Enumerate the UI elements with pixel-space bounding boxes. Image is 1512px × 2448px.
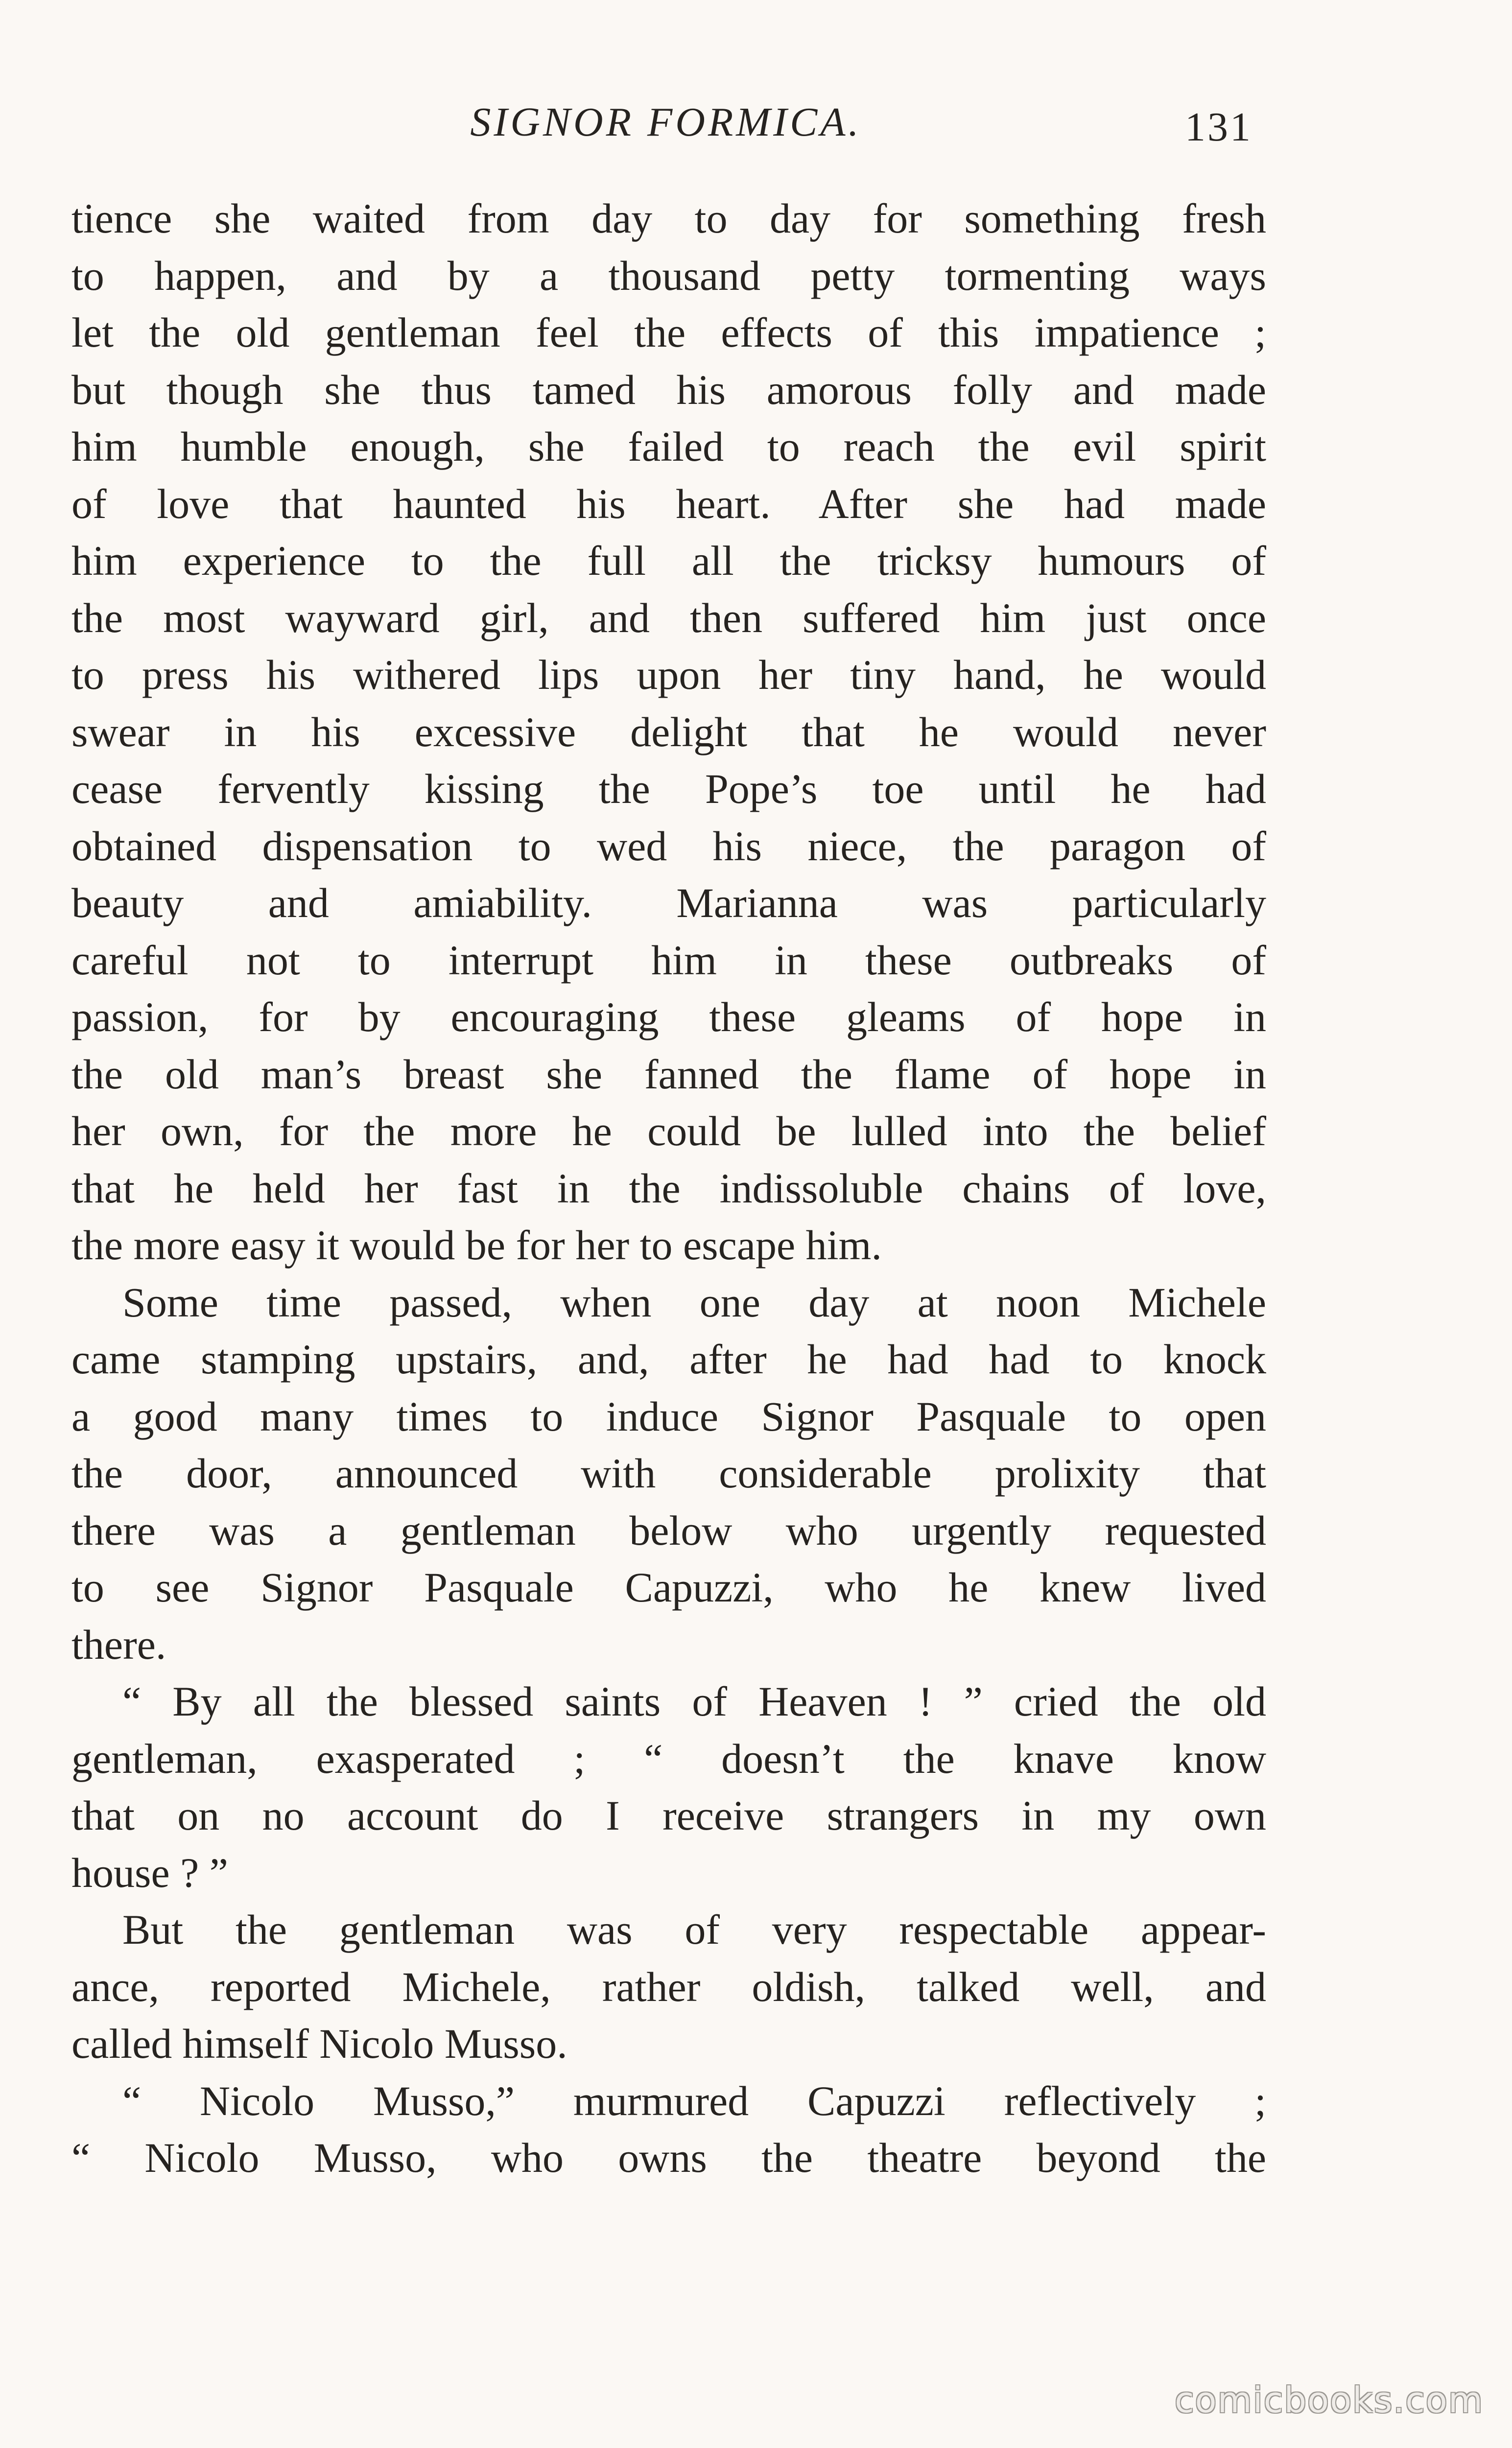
running-title: SIGNOR FORMICA. xyxy=(470,99,862,145)
text-line: to happen, and by a thousand petty tormenting ways xyxy=(71,252,1266,299)
text-line: that on no account do I receive strangers in my own xyxy=(71,1792,1266,1839)
text-line: of love that haunted his heart. After she had made xyxy=(71,480,1266,527)
text-line: the more easy it would be for her to escape him. xyxy=(71,1222,882,1269)
text-line: called himself Nicolo Musso. xyxy=(71,2020,567,2067)
text-line: ance, reported Michele, rather oldish, talked well, and xyxy=(71,1963,1266,2010)
text-line: gentleman, exasperated ; “ doesn’t the knave know xyxy=(71,1735,1266,1782)
text-line: there was a gentleman below who urgently requested xyxy=(71,1506,1266,1554)
text-line: cease fervently kissing the Pope’s toe until he had xyxy=(71,765,1266,812)
text-line: careful not to interrupt him in these outbreaks of xyxy=(71,936,1266,984)
text-line: there. xyxy=(71,1621,166,1668)
body-text xyxy=(71,190,1266,2187)
text-line: “ Nicolo Musso, who owns the theatre beyond the xyxy=(71,2134,1266,2181)
text-line: the door, announced with considerable prolixity that xyxy=(71,1450,1266,1497)
text-line: her own, for the more he could be lulled into the belief xyxy=(71,1107,1266,1154)
text-line: to see Signor Pasquale Capuzzi, who he knew lived xyxy=(71,1564,1266,1611)
text-line: a good many times to induce Signor Pasquale to open xyxy=(71,1392,1266,1440)
text-line: but though she thus tamed his amorous folly and made xyxy=(71,366,1266,413)
text-line: let the old gentleman feel the effects of this impatience ; xyxy=(71,309,1266,356)
text-line: came stamping upstairs, and, after he had had to knock xyxy=(71,1336,1266,1383)
text-line: But the gentleman was of very respectable appear- xyxy=(122,1906,1266,1953)
text-line: tience she waited from day to day for something fresh xyxy=(71,195,1266,242)
text-line: “ By all the blessed saints of Heaven ! ” cried the old xyxy=(122,1678,1266,1725)
text-line: that he held her fast in the indissoluble chains of love, xyxy=(71,1164,1266,1212)
text-line: him experience to the full all the tricksy humours of xyxy=(71,537,1266,584)
text-line: the most wayward girl, and then suffered him just once xyxy=(71,594,1266,641)
text-line: “ Nicolo Musso,” murmured Capuzzi reflectively ; xyxy=(122,2077,1266,2124)
text-line: to press his withered lips upon her tiny hand, he would xyxy=(71,651,1266,698)
watermark-text: comicbooks.com xyxy=(1174,2379,1484,2421)
text-line: house ? ” xyxy=(71,1849,228,1896)
running-head xyxy=(0,93,1512,152)
text-line: beauty and amiability. Marianna was particularly xyxy=(71,879,1266,926)
text-line: passion, for by encouraging these gleams of hope in xyxy=(71,993,1266,1040)
text-line: Some time passed, when one day at noon Michele xyxy=(122,1278,1266,1326)
text-line: him humble enough, she failed to reach the evil spirit xyxy=(71,423,1266,470)
text-line: obtained dispensation to wed his niece, the paragon of xyxy=(71,822,1266,870)
text-line: swear in his excessive delight that he would never xyxy=(71,708,1266,755)
text-line: the old man’s breast she fanned the flame of hope in xyxy=(71,1050,1266,1098)
page-number: 131 xyxy=(1185,104,1252,150)
